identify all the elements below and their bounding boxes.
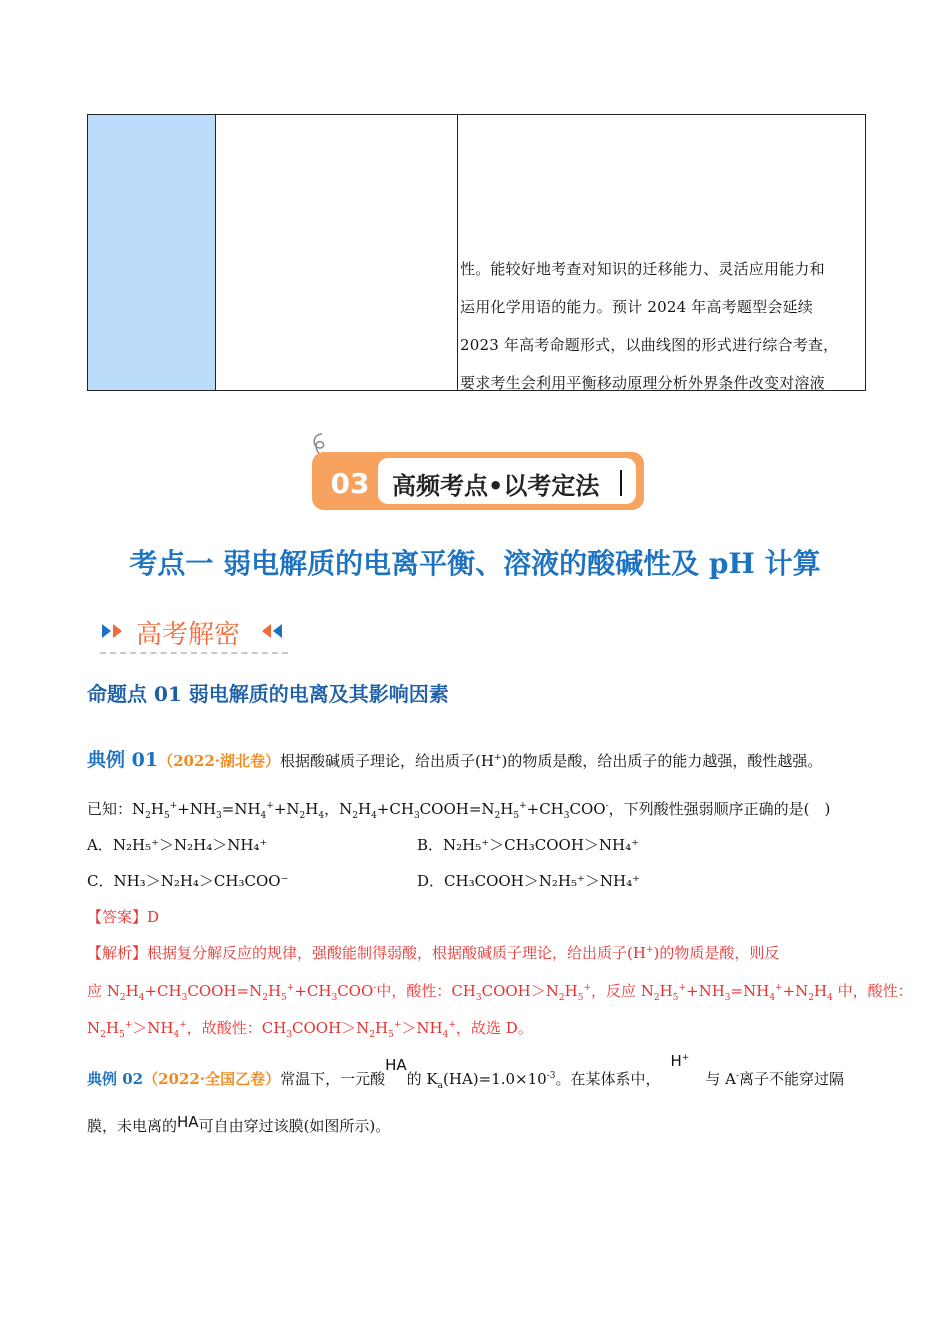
banner-number: 03: [330, 467, 370, 500]
option-c: C．NH₃＞N₂H₄＞CH₃COO⁻: [87, 872, 289, 890]
table-line: 性。能较好地考查对知识的迁移能力、灵活应用能力和: [460, 260, 825, 278]
divider: [100, 652, 288, 654]
formula-h-text: H: [670, 1052, 682, 1070]
banner-text: 高频考点•以考定法: [392, 472, 600, 500]
example2-text: 常温下，一元酸: [280, 1070, 386, 1088]
analysis-line-1: 【解析】根据复分解反应的规律，强酸能制得弱酸，根据酸碱质子理论，给出质子(H+)的物质是酸，则反: [87, 944, 780, 962]
example1-given: 已知：$N_2H_5^++NH_3=NH_4^++N_2H_4$，$N_2H_4+CH_3COOH=N_2H_5^++CH_3COO^-$，下列酸性强弱顺序正确的是( ): [87, 800, 831, 821]
formula-ha-2: HA: [177, 1113, 199, 1131]
example2-text-6: 离子不能穿过隔: [739, 1070, 845, 1088]
table-line: 要求考生会利用平衡移动原理分析外界条件改变对溶液: [460, 374, 825, 392]
table-cell-category: [88, 115, 216, 390]
example2-source: （2022·全国乙卷）: [143, 1070, 281, 1088]
example2-text-8: 可自由穿过该膜(如图所示)。: [198, 1117, 391, 1135]
example2-stem-2: [87, 1115, 390, 1136]
answer: 【答案】D: [87, 908, 160, 926]
example2-text-3: (HA)=1.0×10: [443, 1070, 547, 1088]
analysis-text-2: )的物质是酸，则反: [653, 944, 780, 962]
section-header-text: 高考解密: [136, 620, 241, 650]
table-cell-content: [216, 115, 458, 390]
text-cursor: [620, 470, 622, 496]
example1-stem: 典例 01（2022·湖北卷）根据酸碱质子理论，给出质子(H+)的物质是酸，给出质子的能力越强，酸性越强。: [87, 749, 823, 771]
example2-text-5: 与 A: [705, 1070, 736, 1088]
option-d: D．CH₃COOH＞N₂H₅⁺＞NH₄⁺: [417, 872, 641, 890]
example2-stem: 典例 02（2022·全国乙卷）常温下，一元酸HA的 $K_a(HA)=1.0\times 10^{-3}$。在某体系中，H+与 A-离子不能穿过隔: [87, 1052, 845, 1091]
table-cell-analysis: [458, 115, 865, 390]
analysis-line-3: $N_2H_5^+>NH_4^+$，故酸性：$CH_3COOH>N_2H_5^+>NH_4^+$，故选 D。: [87, 1019, 533, 1040]
example1-label: 典例 01: [87, 749, 159, 771]
formula-h: H+: [670, 1052, 690, 1070]
summary-table: [87, 114, 866, 391]
double-arrow-right-icon: [100, 622, 130, 640]
banner-label-box: [378, 458, 636, 504]
option-b: B．N₂H₅⁺＞CH₃COOH＞NH₄⁺: [417, 836, 640, 854]
example2-text-7: 膜，未电离的: [87, 1117, 178, 1135]
given-prefix: 已知：N: [87, 800, 146, 818]
section-banner: [312, 452, 644, 510]
example1-source: （2022·湖北卷）: [158, 752, 281, 770]
analysis-line-2: 应 $N_2H_4+CH_3COOH=N_2H_5^++CH_3COO^-$中，酸性：$CH_3COOH>N_2H_5^+$，反应 $N_2H_5^++NH_3=NH_4^++N_2H_4$ 中，酸性：: [87, 982, 913, 1003]
analysis-label: 【解析】: [87, 944, 148, 962]
example2-text-2: 的 K: [406, 1070, 438, 1088]
example1-text-2: )的物质是酸，给出质子的能力越强，酸性越强。: [501, 752, 823, 770]
example2-text-4: 。在某体系中，: [555, 1070, 661, 1088]
table-line: 运用化学用语的能力。预计 2024 年高考题型会延续: [460, 298, 813, 316]
analysis-text: 根据复分解反应的规律，强酸能制得弱酸，根据酸碱质子理论，给出质子(H: [147, 944, 646, 962]
subheading: 命题点 01 弱电解质的电离及其影响因素: [87, 682, 449, 706]
example2-label: 典例 02: [87, 1070, 144, 1088]
formula-ha: HA: [385, 1056, 407, 1074]
double-arrow-left-icon: [260, 622, 290, 640]
section-header: [100, 612, 290, 654]
example1-text: 根据酸碱质子理论，给出质子(H: [280, 752, 494, 770]
table-line: 2023 年高考命题形式，以曲线图的形式进行综合考查，: [460, 336, 839, 354]
option-a: A．N₂H₅⁺＞N₂H₄＞NH₄⁺: [87, 836, 268, 854]
page-title: 考点一 弱电解质的电离平衡、溶液的酸碱性及 pH 计算: [129, 547, 821, 580]
question-text: ，下列酸性强弱顺序正确的是( ): [608, 800, 831, 818]
